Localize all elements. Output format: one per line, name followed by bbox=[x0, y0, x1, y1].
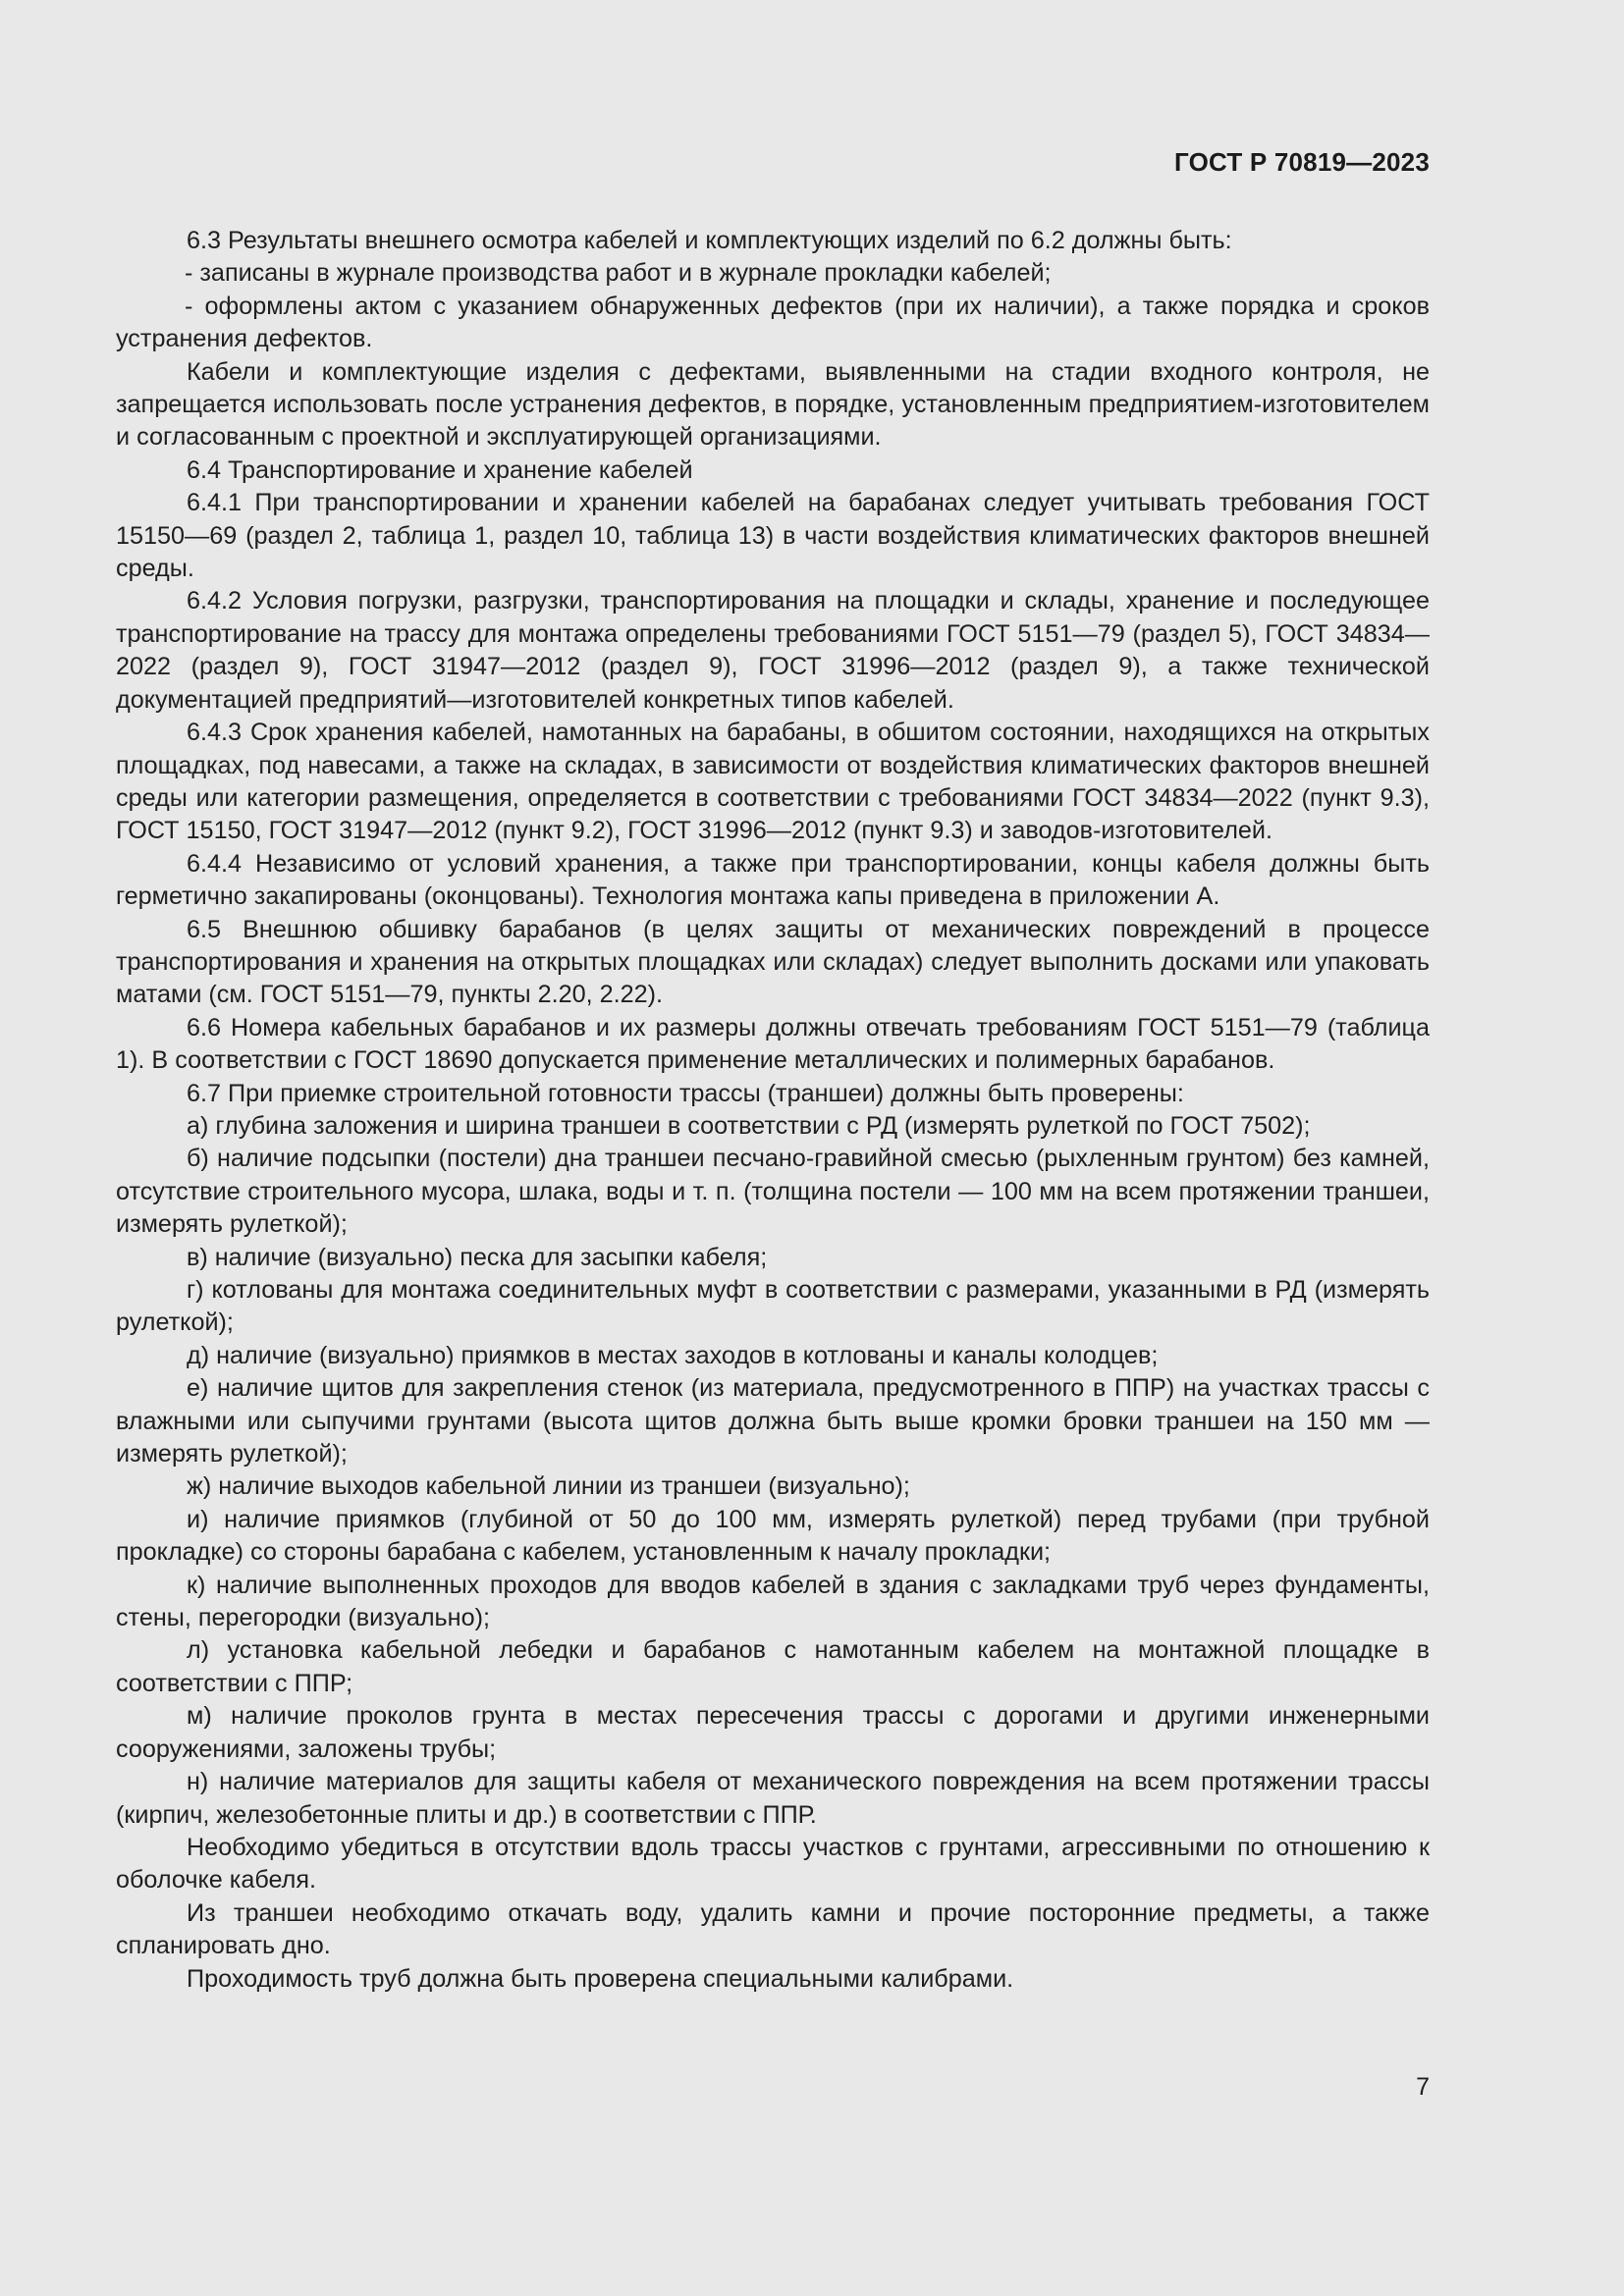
list-item: д) наличие (визуально) приямков в местах заходов в котлованы и каналы колодцев; bbox=[187, 1341, 1159, 1369]
paragraph: 6.7 При приемке строительной готовности трассы (траншеи) должны быть проверены: bbox=[187, 1079, 1184, 1107]
paragraph: 6.4.1 При транспортировании и хранении кабелей на барабанах следует учитывать требования ГОСТ 15150—69 (раздел 2, таблица 1, раздел 10, таблица 13) в части воздействия климатических факторов внешней среды. bbox=[116, 489, 1430, 583]
section-heading: 6.4 Транспортирование и хранение кабелей bbox=[187, 455, 693, 484]
paragraph: 6.4.3 Срок хранения кабелей, намотанных на барабаны, в обшитом состоянии, находящихся на открытых площадках, под навесами, а также на складах, в зависимости от воздействия климатических факторов внешней среды или категории размещения, определяется в соответствии с требованиями ГОСТ 34834—2022 (пункт 9.3), ГОСТ 15150, ГОСТ 31947—2012 (пункт 9.2), ГОСТ 31996—2012 (пункт 9.3) и заводов-изготовителей. bbox=[116, 719, 1430, 845]
paragraph: 6.3 Результаты внешнего осмотра кабелей и комплектующих изделий по 6.2 должны быть: bbox=[187, 227, 1232, 254]
list-item: - записаны в журнале производства работ и в журнале прокладки кабелей; bbox=[185, 259, 1052, 288]
list-item: ж) наличие выходов кабельной линии из траншеи (визуально); bbox=[187, 1472, 910, 1501]
document-code: ГОСТ Р 70819—2023 bbox=[1174, 147, 1430, 177]
paragraph: 6.5 Внешнюю обшивку барабанов (в целях защиты от механических повреждений в процессе транспортирования и хранения на открытых площадках или складах) следует выполнить досками или упаковать матами (см. ГОСТ 5151—79, пункты 2.20, 2.22). bbox=[116, 915, 1430, 1009]
document-body bbox=[116, 225, 1430, 1996]
list-item: и) наличие приямков (глубиной от 50 до 100 мм, измерять рулеткой) перед трубами (при трубной прокладке) со стороны барабана с кабелем, установленным к началу прокладки; bbox=[116, 1505, 1430, 1567]
list-item: б) наличие подсыпки (постели) дна траншеи песчано-гравийной смесью (рыхленным грунтом) без камней, отсутствие строительного мусора, шлака, воды и т. п. (толщина постели — 100 мм на всем протяжении траншеи, измерять рулеткой); bbox=[116, 1145, 1430, 1239]
page-number: 7 bbox=[1416, 2073, 1430, 2101]
list-item: л) установка кабельной лебедки и барабанов с намотанным кабелем на монтажной площадке в соответствии с ППР; bbox=[116, 1636, 1430, 1697]
list-item: в) наличие (визуально) песка для засыпки кабеля; bbox=[187, 1243, 768, 1271]
list-item: к) наличие выполненных проходов для вводов кабелей в здания с закладками труб через фундаменты, стены, перегородки (визуально); bbox=[116, 1571, 1430, 1632]
list-item: е) наличие щитов для закрепления стенок (из материала, предусмотренного в ППР) на участках трассы с влажными или сыпучими грунтами (высота щитов должна быть выше кромки бровки траншеи на 150 мм — измерять рулеткой); bbox=[116, 1374, 1430, 1468]
paragraph: 6.4.2 Условия погрузки, разгрузки, транспортирования на площадки и склады, хранение и последующее транспортирование на трассу для монтажа определены требованиями ГОСТ 5151—79 (раздел 5), ГОСТ 34834—2022 (раздел 9), ГОСТ 31947—2012 (раздел 9), ГОСТ 31996—2012 (раздел 9), а также технической документацией предприятий—изготовителей конкретных типов кабелей. bbox=[116, 587, 1430, 714]
list-item: м) наличие проколов грунта в местах пересечения трассы с дорогами и другими инженерными сооружениями, заложены трубы; bbox=[116, 1702, 1430, 1763]
paragraph: Необходимо убедиться в отсутствии вдоль трассы участков с грунтами, агрессивными по отношению к оболочке кабеля. bbox=[116, 1833, 1430, 1895]
paragraph: 6.6 Номера кабельных барабанов и их размеры должны отвечать требованиям ГОСТ 5151—79 (таблица 1). В соответствии с ГОСТ 18690 допускается применение металлических и полимерных барабанов. bbox=[116, 1013, 1430, 1075]
list-item: н) наличие материалов для защиты кабеля от механического повреждения на всем протяжении трассы (кирпич, железобетонные плиты и др.) в соответствии с ППР. bbox=[116, 1768, 1430, 1829]
paragraph: 6.4.4 Независимо от условий хранения, а также при транспортировании, концы кабеля должны быть герметично закапированы (оконцованы). Технология монтажа капы приведена в приложении А. bbox=[116, 849, 1430, 911]
paragraph: Из траншеи необходимо откачать воду, удалить камни и прочие посторонние предметы, а также спланировать дно. bbox=[116, 1898, 1430, 1960]
list-item: г) котлованы для монтажа соединительных муфт в соответствии с размерами, указанными в РД (измерять рулеткой); bbox=[116, 1276, 1430, 1337]
paragraph: Кабели и комплектующие изделия с дефектами, выявленными на стадии входного контроля, не запрещается использовать после устранения дефектов, в порядке, установленным предприятием-изготовителем и согласованным с проектной и эксплуатирующей организациями. bbox=[116, 357, 1430, 452]
list-item: - оформлены актом с указанием обнаруженных дефектов (при их наличии), а также порядка и сроков устранения дефектов. bbox=[116, 292, 1430, 353]
list-item: а) глубина заложения и ширина траншеи в соответствии с РД (измерять рулеткой по ГОСТ 7502); bbox=[187, 1111, 1311, 1140]
paragraph: Проходимость труб должна быть проверена специальными калибрами. bbox=[187, 1964, 1014, 1993]
